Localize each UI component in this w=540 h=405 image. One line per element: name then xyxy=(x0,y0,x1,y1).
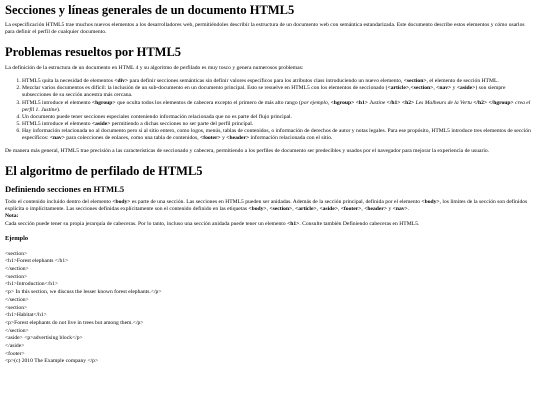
note-text xyxy=(5,221,419,227)
sections-paragraph-fragment: <section> xyxy=(269,206,293,213)
sections-paragraph-fragment: <body> xyxy=(248,206,267,213)
problem-item-5-fragment: HTML5 introduce el elemento xyxy=(22,120,92,127)
problem-item-6-fragment: Hay información relacionada no al documento pero si al sitio entero, como logos, menús, tablas de contenidos, o información de derechos de autor y notas legales. Para ese propósito, HTML5 introduce tres elementos de sección específicos: xyxy=(22,127,531,142)
problem-item xyxy=(22,100,535,114)
problem-item-3-fragment: que oculta todos los elementos de cabecera excepto el primero de más alto rango ( xyxy=(115,99,301,106)
sections-paragraph-fragment: <nav> xyxy=(392,206,408,213)
problem-item xyxy=(22,114,535,121)
defining-sections-heading: Definiendo secciones en HTML5 xyxy=(5,184,125,195)
sections-paragraph-fragment: y xyxy=(387,206,393,213)
sections-paragraph-fragment: . xyxy=(407,206,410,213)
problem-item-3-fragment: Les Malheurs de la Vertu xyxy=(414,99,474,106)
intro-paragraph: La especificación HTML5 trae muchos nuevos elementos a los desarrolladores web, permitiéndoles describir la estructura de un documento web con semántica estandarizada. Este documento describe estos elementos y cómo usarlos para definir el perfil de cualquier documento. xyxy=(5,22,525,36)
problem-item-3-fragment: <hgroup> xyxy=(91,99,116,106)
code-example xyxy=(5,251,535,367)
sections-paragraph-fragment: <footer> xyxy=(340,206,362,213)
example-heading: Ejemplo xyxy=(5,234,29,242)
problem-item-6-fragment: y xyxy=(220,135,227,142)
problem-item-6-fragment: información relacionada con el sitio. xyxy=(249,135,333,142)
code-line: <footer> xyxy=(5,350,25,357)
note-text-fragment: <h1> xyxy=(287,220,300,227)
code-line: <h1>Forest elephants </h1> xyxy=(5,258,69,265)
problem-item-2-fragment: , xyxy=(433,85,437,92)
problem-item xyxy=(22,121,535,128)
code-line: </section> xyxy=(5,327,29,334)
problem-item-1-fragment: , el elemento de sección HTML. xyxy=(426,78,499,85)
problem-item-2-fragment: <nav> xyxy=(436,85,452,92)
problem-item-4-fragment: Un documento puede tener secciones especiales conteniendo información relacionada que no es parte del flujo principal. xyxy=(22,113,292,120)
code-line: </section> xyxy=(5,266,29,272)
problem-item-2-fragment: <section> xyxy=(410,85,434,92)
sections-paragraph-fragment: <article> xyxy=(295,206,317,213)
problem-item-3-fragment: ). xyxy=(56,106,61,113)
problem-item-3-fragment: </hgroup> xyxy=(488,99,514,106)
note-text-fragment: Cada sección puede tener su propia jerarquía de cabeceras. Por lo tanto, incluso una sección anidada puede tener un elemento xyxy=(5,220,288,227)
sections-paragraph-fragment: , xyxy=(337,206,341,213)
note-block xyxy=(5,213,535,227)
code-line: <section> xyxy=(5,273,28,280)
code-line: </aside> xyxy=(5,343,25,350)
code-line: <p> In this section, we discuss the lesser known forest elephants.</p> xyxy=(5,289,162,296)
note-label: Nota: xyxy=(5,213,19,220)
problem-item-5-fragment: permitiendo a dichas secciones no ser parte del perfil principal. xyxy=(110,120,254,127)
code-line: <section> xyxy=(5,304,28,311)
code-line: </section> xyxy=(5,296,29,303)
code-line: <p>Forest elephants do not live in trees but among them.</p> xyxy=(5,319,144,326)
problems-list xyxy=(5,78,535,142)
problem-item-1-fragment: <div> xyxy=(114,78,129,85)
problems-lead: La definición de la estructura de un documento en HTML 4 y su algoritmo de perfilado es muy tosco y genera numerosos problemas: xyxy=(5,65,304,72)
problem-item-3-fragment: </h1> xyxy=(386,99,401,106)
problem-item-1-fragment: <section> xyxy=(403,78,427,85)
problem-item-3-fragment: Justine xyxy=(367,99,387,106)
page-title: Secciones y líneas generales de un documento HTML5 xyxy=(5,3,295,17)
problem-item-2-fragment: , xyxy=(409,85,411,92)
note-text-fragment: . Consulte también Definiendo cabeceras en HTML5. xyxy=(299,220,420,227)
problem-item-3-fragment: </h2> xyxy=(473,99,488,106)
sections-paragraph-fragment: <header> xyxy=(364,206,388,213)
problem-item-1-fragment: para definir secciones semánticas sin definir valores específicos para los atributos class introduciendo un nuevo elemento, xyxy=(128,78,404,85)
sections-paragraph-fragment: es parte de una sección. Las secciones en HTML5 pueden ser anidadas. Además de la sección principal, definida por el elemento xyxy=(130,199,422,206)
problem-item-3-fragment: crea el perfil 1. Justine xyxy=(22,99,531,113)
sections-paragraph-fragment: , xyxy=(361,206,365,213)
problem-item-3-fragment: <h1> xyxy=(355,99,368,106)
code-line: <p>(c) 2010 The Example company </p> xyxy=(5,358,99,365)
problem-item-2-fragment: Mezclar varios documentos es difícil: la inclusión de un sub-documento en un documento principal. Esto se resuelve en HTML5 con los elementos de seccionado ( xyxy=(22,85,388,92)
code-line: <h1>Introduction</h1> xyxy=(5,281,59,288)
problem-item xyxy=(22,128,535,142)
code-line: <section> xyxy=(5,250,28,257)
algorithm-heading: El algoritmo de perfilado de HTML5 xyxy=(5,164,203,179)
problem-item-6-fragment: <header> xyxy=(226,135,250,142)
problem-item-3-fragment: <hgroup> xyxy=(330,99,355,106)
problem-item-2-fragment: <article> xyxy=(387,85,410,92)
problem-item-3-fragment: <h2> xyxy=(401,99,415,106)
sections-paragraph xyxy=(5,199,535,213)
problem-item xyxy=(22,85,535,99)
problem-item-5-fragment: <aside> xyxy=(91,120,111,127)
problem-item-6-fragment: <footer> xyxy=(200,135,221,142)
problems-heading: Problemas resueltos por HTML5 xyxy=(5,45,182,60)
sections-paragraph-fragment: , xyxy=(266,206,270,213)
sections-paragraph-fragment: , xyxy=(316,206,320,213)
sections-paragraph-fragment: , los limites de la sección son definidos explícita o implícitamente. Las secciones definidas explícitamente son el contenido definido en las etiquetas xyxy=(5,199,528,213)
problem-item-2-fragment: y xyxy=(451,85,457,92)
sections-paragraph-fragment: , xyxy=(292,206,296,213)
problem-item-1-fragment: HTML5 quita la necesidad de elementos xyxy=(22,78,115,85)
code-line: <aside> <p>advertising block</p> xyxy=(5,335,83,342)
sections-paragraph-fragment: <body> xyxy=(421,199,440,206)
problem-item-6-fragment: <nav> xyxy=(49,135,65,142)
sections-paragraph-fragment: Todo el contenido incluido dentro del elemento xyxy=(5,199,113,206)
problems-closing: De manera más general, HTML5 trae precisión a las características de seccionado y cabecera, permitiendo a los perfiles de documento ser predecibles y usados por el navegador para mejorar la experiencia de usuario. xyxy=(5,148,490,155)
sections-paragraph-fragment: <aside> xyxy=(319,206,338,213)
problem-item-6-fragment: para colecciones de enlaces, como una tabla de contenidos, xyxy=(64,135,201,142)
problem-item-2-fragment: <aside> xyxy=(456,85,476,92)
problem-item-3-fragment: por ejemplo, xyxy=(300,99,331,106)
problem-item-2-fragment: ) son siempre subsecciones de su sección ancestra más cercana. xyxy=(22,85,506,99)
code-line: <h1>Habitat</h1> xyxy=(5,312,47,319)
problem-item-3-fragment: HTML5 introduce el elemento xyxy=(22,99,92,106)
sections-paragraph-fragment: <body> xyxy=(112,199,131,206)
